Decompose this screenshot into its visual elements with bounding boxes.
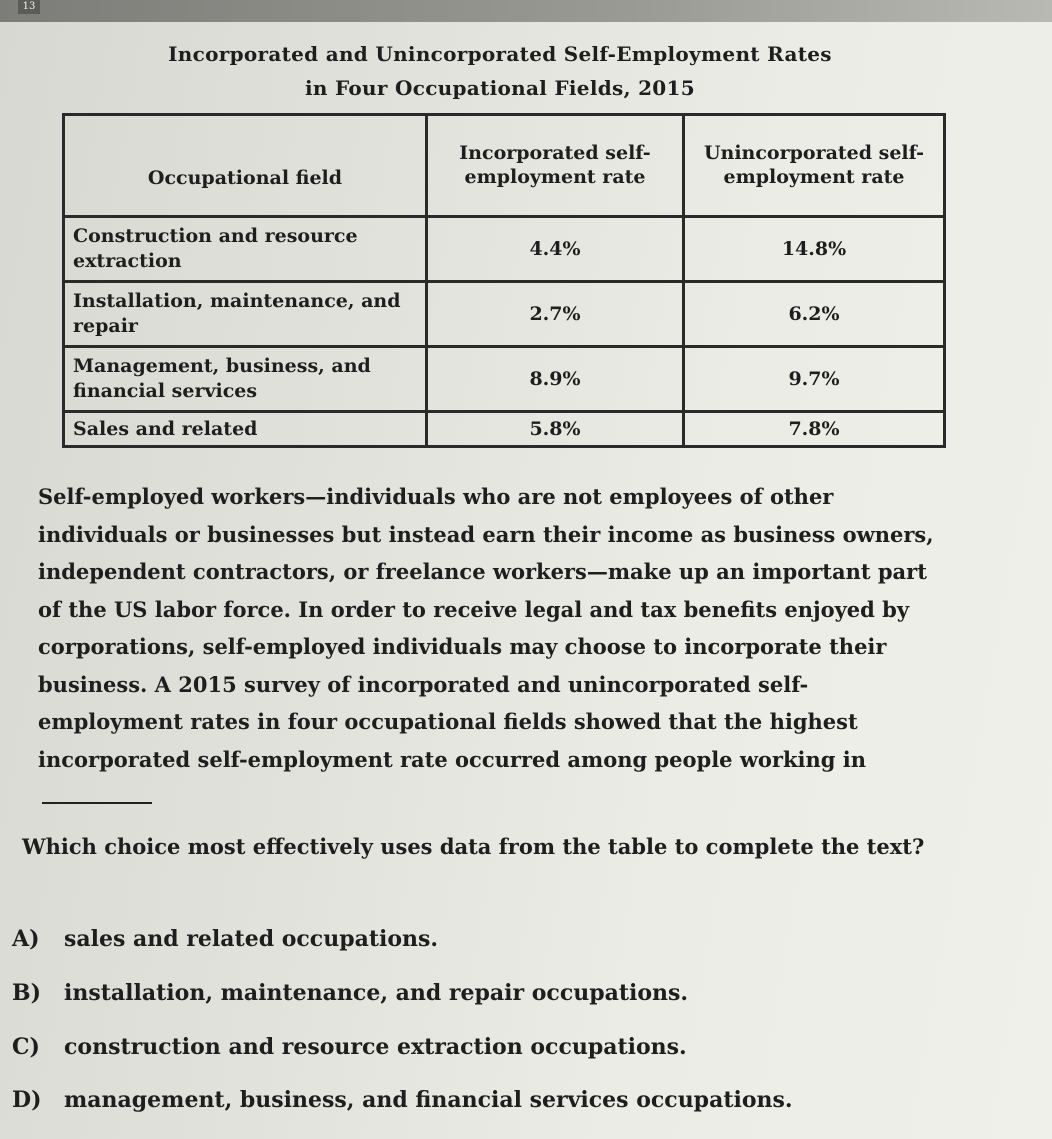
- choice-b[interactable]: [12, 980, 688, 1006]
- row-incorporated-rate: 2.7%: [427, 282, 684, 347]
- choice-letter: C): [12, 1034, 40, 1060]
- choice-d[interactable]: [12, 1087, 793, 1113]
- table-title-line-1: Incorporated and Unincorporated Self-Employment Rates: [168, 42, 832, 66]
- top-strip: [0, 0, 1052, 22]
- self-employment-table: [62, 113, 946, 448]
- choice-letter: A): [12, 926, 40, 952]
- row-unincorporated-rate: 6.2%: [684, 282, 945, 347]
- row-incorporated-rate: 8.9%: [427, 347, 684, 412]
- choice-text: construction and resource extraction occupations.: [64, 1034, 687, 1060]
- choice-text: management, business, and financial services occupations.: [64, 1087, 793, 1113]
- question-number-badge: 13: [18, 0, 40, 14]
- choice-text: sales and related occupations.: [64, 926, 439, 952]
- choice-letter: D): [12, 1087, 42, 1113]
- row-incorporated-rate: 5.8%: [427, 412, 684, 447]
- answer-blank: [42, 782, 152, 804]
- table-row: [64, 412, 945, 447]
- table-header-row: [64, 115, 945, 217]
- row-unincorporated-rate: 14.8%: [684, 217, 945, 282]
- row-incorporated-rate: 4.4%: [427, 217, 684, 282]
- choice-c[interactable]: [12, 1034, 687, 1060]
- choice-letter: B): [12, 980, 42, 1006]
- header-unincorporated-rate: Unincorporated self-employment rate: [684, 115, 945, 217]
- row-field: Installation, maintenance, and repair: [64, 282, 427, 347]
- header-occupational-field: Occupational field: [64, 115, 427, 217]
- table-row: [64, 282, 945, 347]
- row-field: Sales and related: [64, 412, 427, 447]
- passage-body: Self-employed workers—individuals who are not employees of other individuals or businesses but instead earn their income as business owners, independent contractors, or freelance workers—make up an important part of the US labor force. In order to receive legal and tax benefits enjoyed by corporations, self-employed individuals may choose to incorporate their business. A 2015 survey of incorporated and unincorporated self-employment rates in four occupational fields showed that the highest incorporated self-employment rate occurred among people working in: [38, 484, 934, 772]
- row-field: Management, business, and financial services: [64, 347, 427, 412]
- table-title-line-2: in Four Occupational Fields, 2015: [305, 76, 695, 100]
- question-prompt: Which choice most effectively uses data from the table to complete the text?: [22, 834, 925, 859]
- row-unincorporated-rate: 7.8%: [684, 412, 945, 447]
- choice-a[interactable]: [12, 926, 438, 952]
- table-row: [64, 217, 945, 282]
- row-field: Construction and resource extraction: [64, 217, 427, 282]
- choice-text: installation, maintenance, and repair occupations.: [64, 980, 689, 1006]
- passage-text: [38, 478, 938, 816]
- row-unincorporated-rate: 9.7%: [684, 347, 945, 412]
- table-row: [64, 347, 945, 412]
- header-incorporated-rate: Incorporated self-employment rate: [427, 115, 684, 217]
